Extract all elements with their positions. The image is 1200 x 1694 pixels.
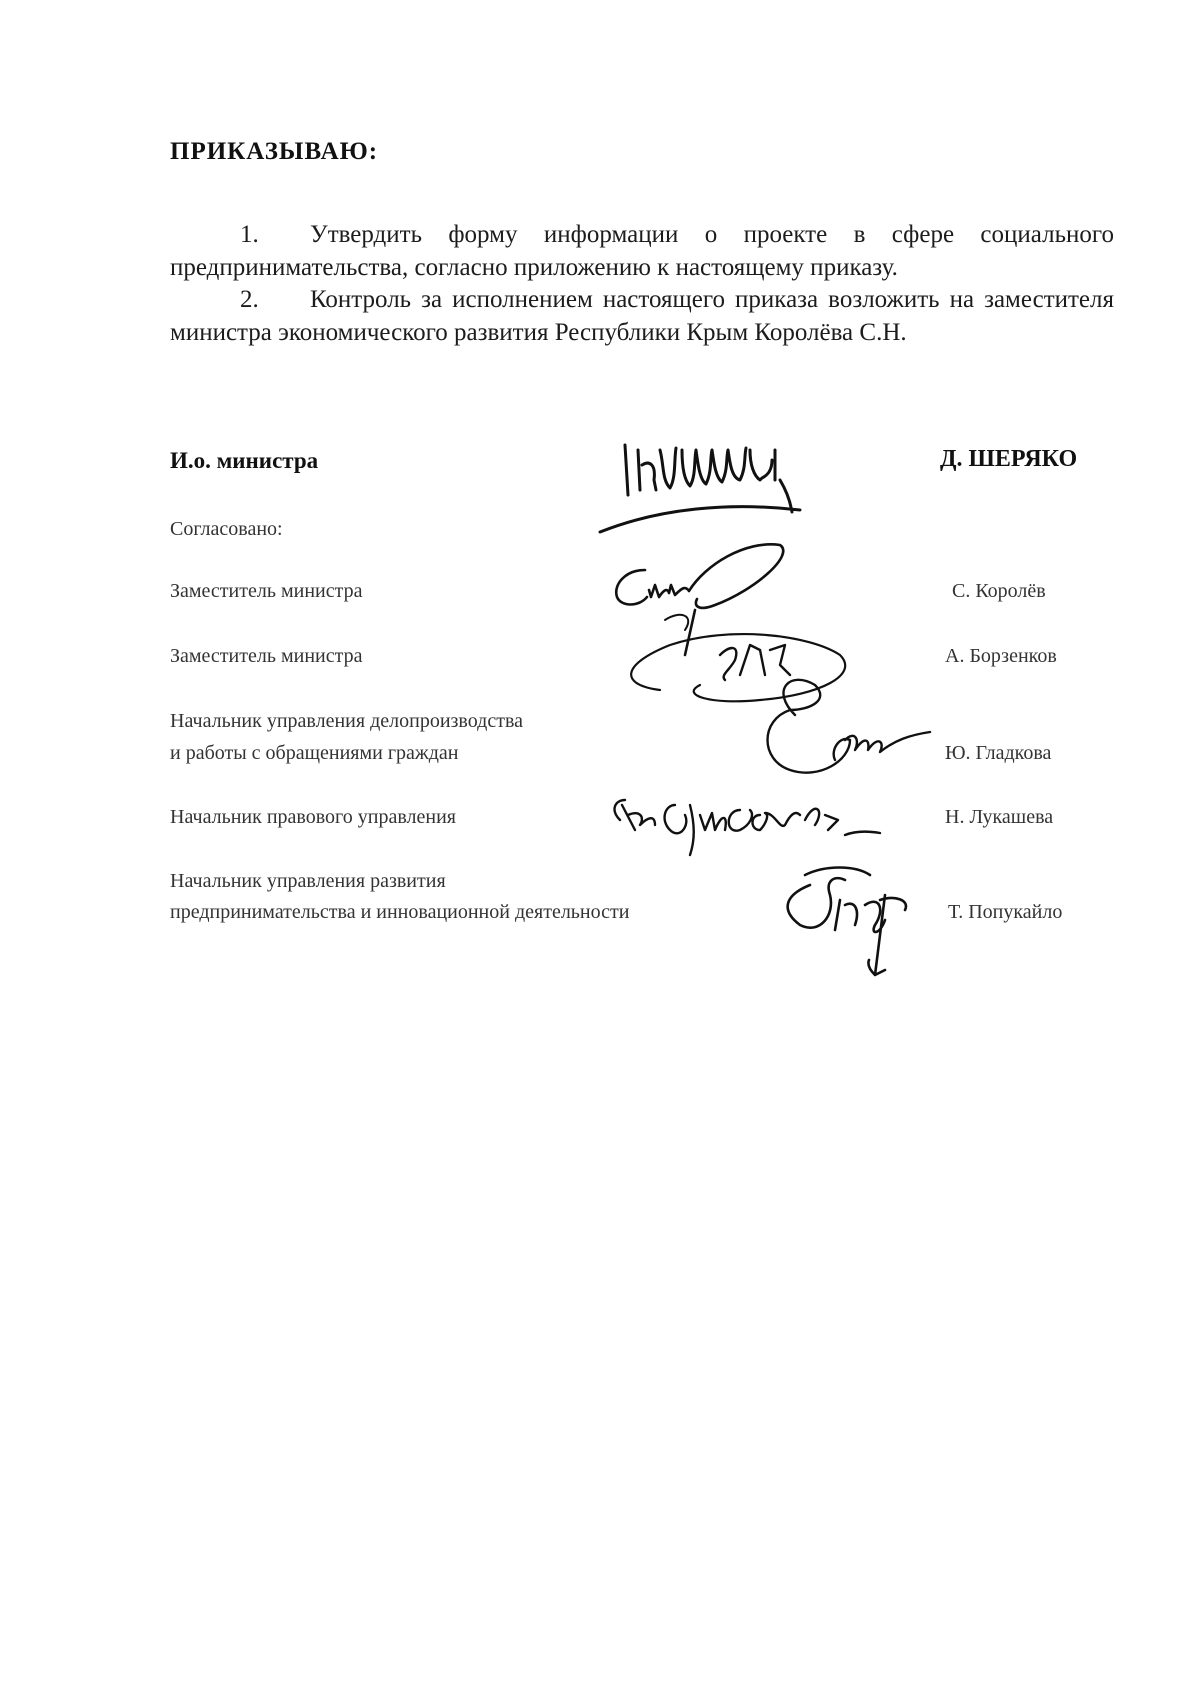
approval-position-korolev: Заместитель министра [170, 580, 363, 602]
approval-position-borzenkov: Заместитель министра [170, 645, 363, 667]
item-number: 2. [240, 286, 259, 313]
order-item-2 [170, 283, 1114, 349]
approval-position-popukaylo-line1: Начальник управления развития [170, 870, 446, 892]
approval-name-borzenkov: А. Борзенков [945, 645, 1057, 667]
signature-sheryako-icon [590, 420, 850, 540]
approval-position-gladkova-line1: Начальник управления делопроизводства [170, 710, 523, 732]
signature-lukasheva-icon [600, 755, 880, 865]
approval-name-gladkova: Ю. Гладкова [945, 742, 1052, 764]
approval-name-korolev: С. Королёв [952, 580, 1046, 602]
approval-position-popukaylo-line2: предпринимательства и инновационной деятельности [170, 901, 630, 923]
approval-position-gladkova-line2: и работы с обращениями граждан [170, 742, 459, 764]
item-number: 1. [240, 221, 259, 248]
signatory-name: Д. ШЕРЯКО [940, 446, 1078, 472]
approval-name-popukaylo: Т. Попукайло [948, 901, 1063, 923]
signature-popukaylo-icon [775, 855, 925, 995]
approved-label: Согласовано: [170, 518, 283, 540]
order-heading: ПРИКАЗЫВАЮ: [170, 138, 379, 165]
signatory-title: И.о. министра [170, 448, 319, 473]
approval-position-lukasheva: Начальник правового управления [170, 806, 456, 828]
item-text: Контроль за исполнением настоящего приказа возложить на заместителя министра экономического развития Республики Крым Королёва С.Н. [170, 286, 1114, 346]
order-item-1 [170, 218, 1114, 284]
approval-name-lukasheva: Н. Лукашева [945, 806, 1054, 828]
item-text: Утвердить форму информации о проекте в сфере социального предпринимательства, согласно приложению к настоящему приказу. [170, 221, 1114, 281]
